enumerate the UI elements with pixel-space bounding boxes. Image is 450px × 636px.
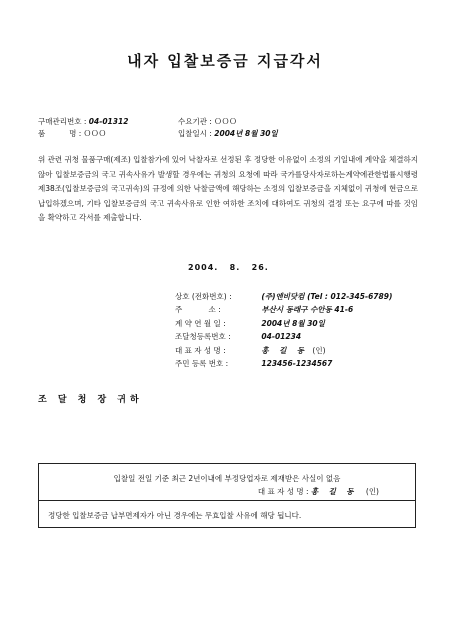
company-name-row (175, 290, 435, 303)
sanction-statement: 입찰일 전일 기준 최근 2년이내에 부정당업자로 제재받은 사실이 없음 (113, 474, 341, 483)
invalid-bid-notice: 정당한 입찰보증금 납부면제자가 아닌 경우에는 무효입찰 사유에 해당 됩니다. (48, 511, 302, 520)
submission-date: 2004. 8. 26. (188, 263, 269, 272)
declaration-box (38, 463, 416, 528)
company-name-label: 상호 (전화번호) : (175, 292, 232, 301)
registration-no-value: 04-01234 (261, 332, 302, 342)
recipient-line: 조 달 청 장 귀하 (38, 395, 143, 405)
meta-row-2 (38, 128, 418, 140)
contract-date-label: 계 약 연 월 일 : (175, 318, 226, 328)
document-title: 내자 입찰보증금 지급각서 (127, 52, 323, 70)
rrn-row (175, 357, 435, 370)
ceo-label: 대 표 자 성 명 : (175, 345, 226, 355)
demand-org-value: ＯＯＯ (214, 117, 237, 126)
meta-row-1 (38, 116, 418, 128)
box-ceo-seal-mark: (인) (365, 487, 379, 496)
purchase-no-value: 04-01312 (88, 117, 129, 126)
rrn-value: 123456-1234567 (261, 358, 333, 368)
bid-date-value: 2004년 8월 30일 (214, 129, 278, 138)
item-label: 품 명 : (38, 129, 82, 138)
address-label: 주 소 : (175, 305, 221, 315)
box-ceo-label: 대 표 자 성 명 : (257, 487, 309, 496)
ceo-seal-mark: (인) (312, 345, 326, 355)
company-info-block (175, 290, 435, 370)
registration-no-row (175, 330, 435, 343)
ceo-name: 홍 길 동 (261, 345, 305, 355)
bid-date-label: 입찰일시 : (178, 129, 212, 138)
box-ceo-name: 홍 길 동 (310, 487, 354, 496)
declaration-box-top (39, 464, 415, 501)
item-value: ＯＯＯ (83, 129, 107, 138)
registration-no-label: 조달청등록번호 : (175, 332, 231, 342)
demand-org-label: 수요기관 : (178, 117, 212, 126)
address-row (175, 303, 435, 316)
contract-date-value: 2004년 8월 30일 (261, 318, 325, 328)
pledge-body-text: 위 관련 귀청 물품구매(제조) 입찰참가에 있어 낙찰자로 선정된 후 정당한 이유없이 소정의 기일내에 계약을 체결하지 않아 입찰보증금의 국고 귀속사유가 발생할 경우에는 귀청의 요청에 따라 국가를당사자로하는계약에관한법률시행령 제38조(입찰보증금의 국고귀속)의 규정에 의한 낙찰금액에 해당하는 소정의 입찰보증금을 지체없이 귀청에 현금으로 납입하겠으며, 기타 입찰보증금의 국고 귀속사유로 인한 여하한 조치에 대하여도 귀청의 결정 또는 요구에 따를 것임을 확약하고 각서를 제출합니다. (38, 155, 418, 222)
address-value: 부산시 동래구 수안동 41-6 (261, 305, 354, 315)
company-name-value: (주)엔비닷컴 (Tel : 012-345-6789) (261, 292, 393, 301)
rrn-label: 주민 등록 번호 : (175, 358, 229, 368)
ceo-row (175, 344, 435, 357)
contract-date-row (175, 317, 435, 330)
box-ceo-line (258, 486, 379, 497)
purchase-no-label: 구매관리번호 : (38, 117, 87, 126)
